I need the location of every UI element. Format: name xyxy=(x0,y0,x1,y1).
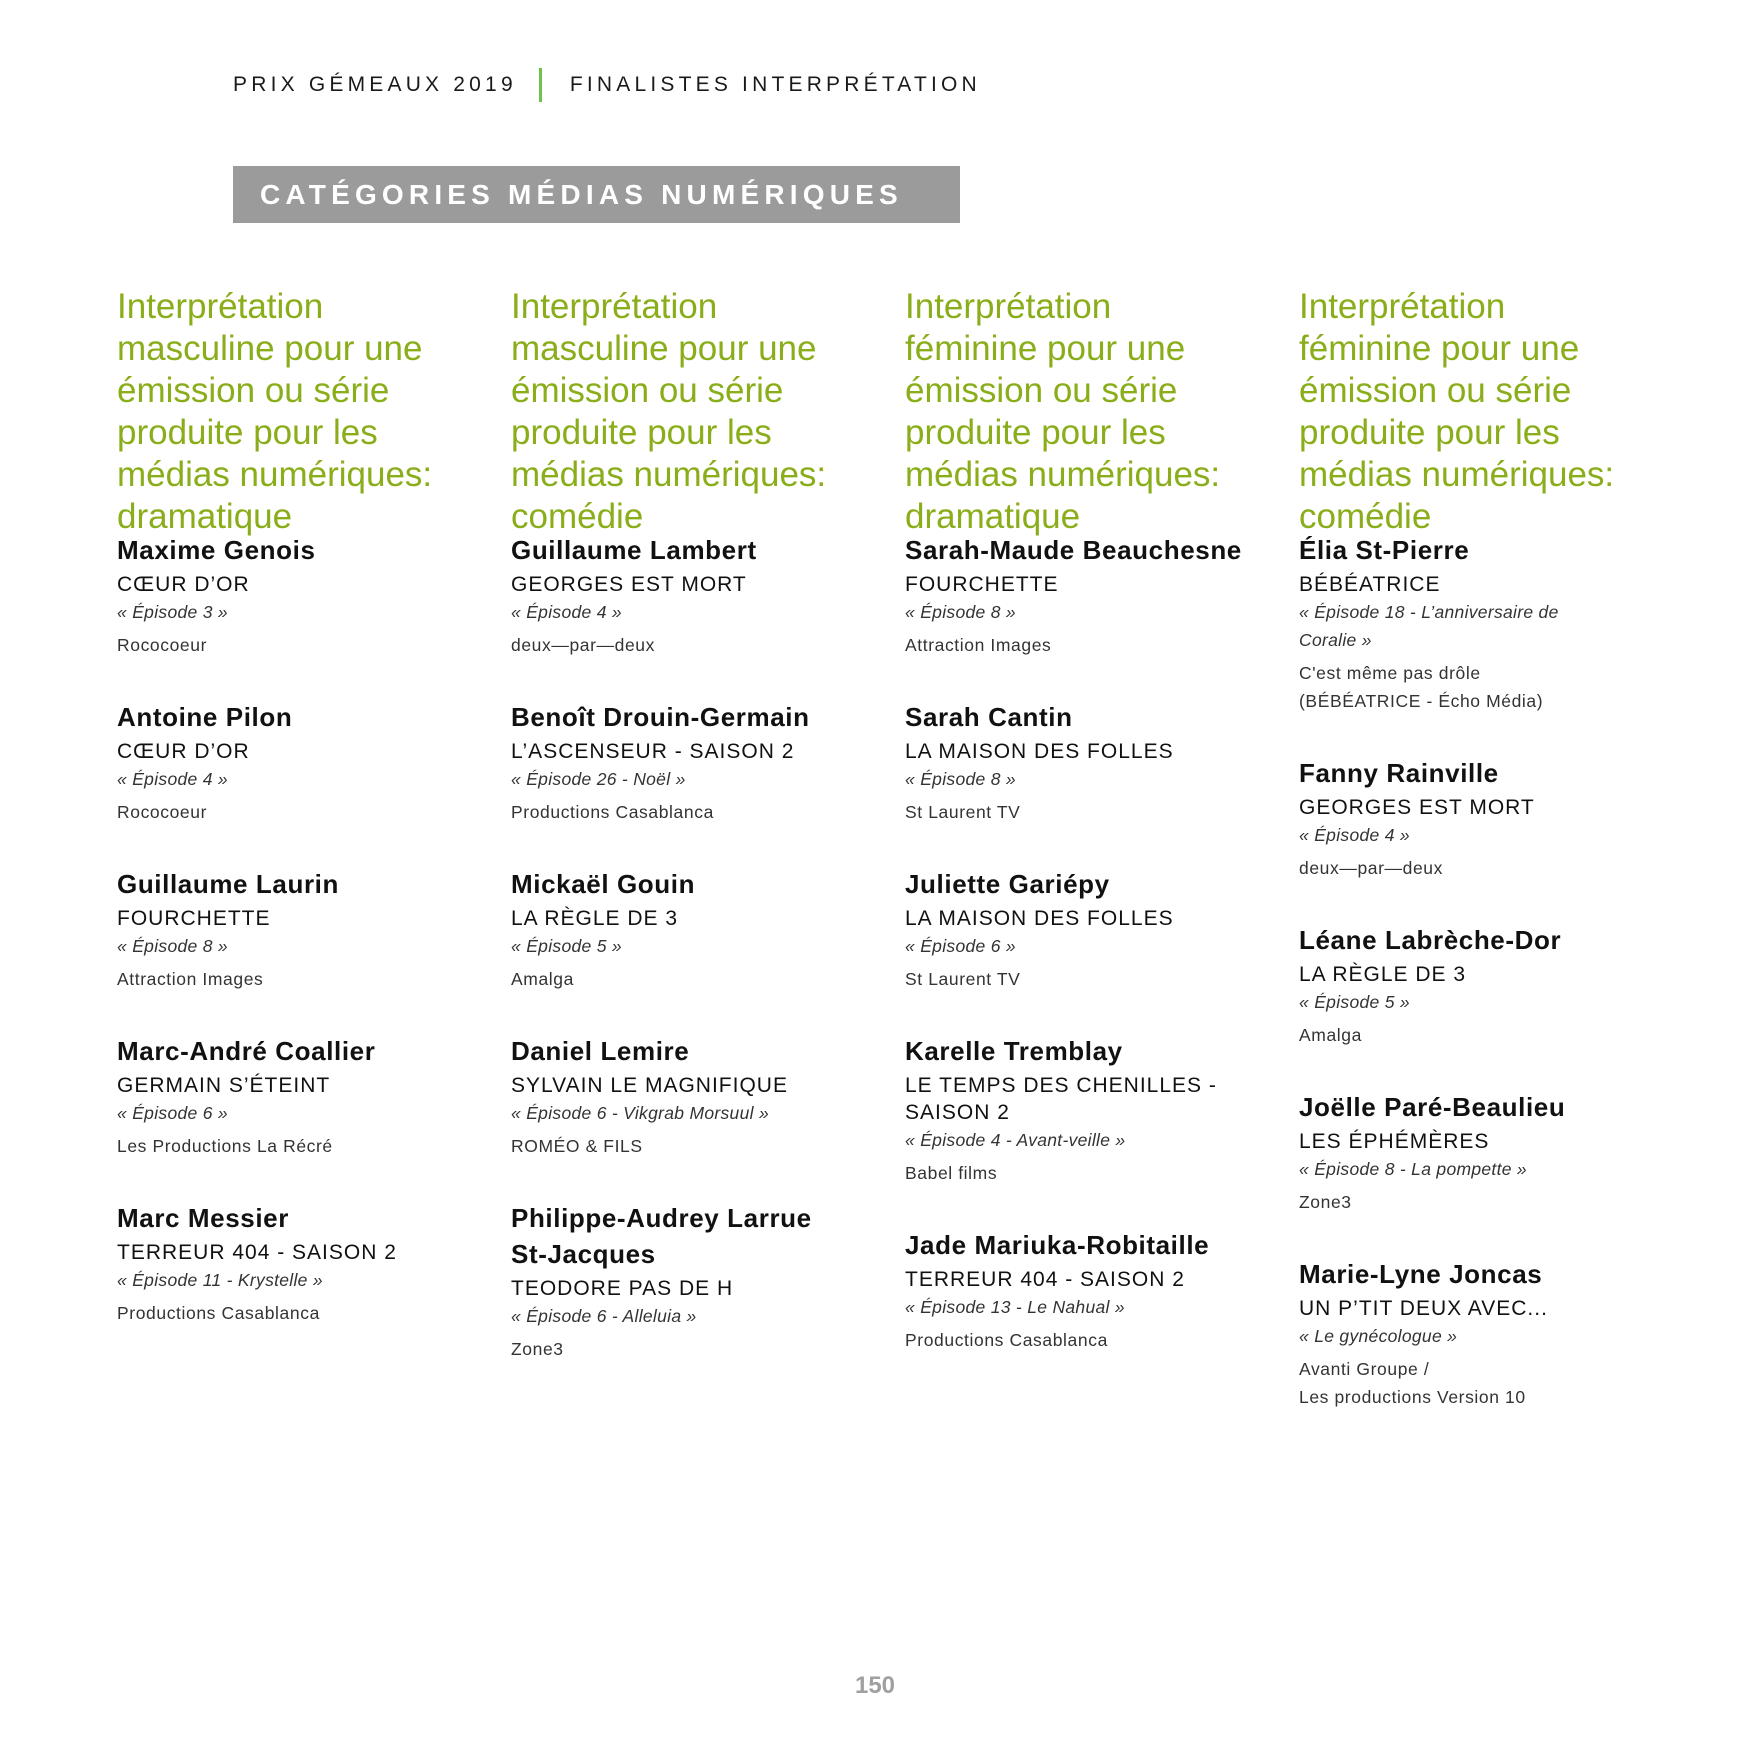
show-title: TEODORE PAS DE H xyxy=(511,1277,734,1300)
producer: Attraction Images xyxy=(117,969,264,989)
producer: St Laurent TV xyxy=(905,802,1021,822)
episode-title: « Épisode 6 - Vikgrab Morsuul » xyxy=(511,1103,769,1123)
nominee-entry xyxy=(905,866,1299,993)
section-banner xyxy=(233,166,960,223)
episode-title: « Épisode 3 » xyxy=(117,602,228,622)
episode-title: « Épisode 4 » xyxy=(511,602,622,622)
episode-title: « Épisode 6 - Alleluia » xyxy=(511,1306,697,1326)
nominee-entry xyxy=(511,532,905,659)
nominee-entry xyxy=(117,532,511,659)
show-title: LE TEMPS DES CHENILLES - SAISON 2 xyxy=(905,1074,1217,1124)
episode-title: « Épisode 6 » xyxy=(905,936,1016,956)
nominee-entry xyxy=(905,532,1299,659)
producer: Les Productions La Récré xyxy=(117,1136,333,1156)
category-title: Interprétation masculine pour une émission ou série produite pour les médias numériques: dramatique xyxy=(117,287,433,536)
show-title: LES ÉPHÉMÈRES xyxy=(1299,1130,1490,1153)
nominee-entry xyxy=(117,866,511,993)
page-number: 150 xyxy=(854,1672,896,1699)
header-section: FINALISTES INTERPRÉTATION xyxy=(569,73,981,96)
episode-title: « Épisode 26 - Noël » xyxy=(511,769,686,789)
nominee-name: Joëlle Paré-Beaulieu xyxy=(1299,1092,1566,1122)
category-column xyxy=(1299,286,1693,1451)
nominee-entry xyxy=(117,1033,511,1160)
nominee-name: Jade Mariuka-Robitaille xyxy=(905,1230,1210,1260)
episode-title: « Épisode 13 - Le Nahual » xyxy=(905,1297,1125,1317)
producer: Productions Casablanca xyxy=(511,802,714,822)
producer: deux—par—deux xyxy=(1299,858,1443,878)
category-title: Interprétation masculine pour une émission ou série produite pour les médias numériques: comédie xyxy=(511,287,827,536)
category-title: Interprétation féminine pour une émission ou série produite pour les médias numériques: comédie xyxy=(1299,287,1615,536)
producer: Attraction Images xyxy=(905,635,1052,655)
nominee-name: Fanny Rainville xyxy=(1299,758,1499,788)
episode-title: « Épisode 8 - La pompette » xyxy=(1299,1159,1527,1179)
nominee-entry xyxy=(905,1033,1299,1187)
category-column xyxy=(511,286,905,1451)
show-title: CŒUR D’OR xyxy=(117,573,250,596)
show-title: LA RÈGLE DE 3 xyxy=(511,907,679,930)
nominee-name: Léane Labrèche-Dor xyxy=(1299,925,1562,955)
nominee-entry xyxy=(1299,1256,1693,1411)
producer: Zone3 xyxy=(511,1339,564,1359)
nominee-name: Karelle Tremblay xyxy=(905,1036,1123,1066)
show-title: UN P’TIT DEUX AVEC... xyxy=(1299,1297,1548,1320)
episode-title: « Épisode 4 - Avant-veille » xyxy=(905,1130,1126,1150)
show-title: SYLVAIN LE MAGNIFIQUE xyxy=(511,1074,788,1097)
nominee-name: Marc-André Coallier xyxy=(117,1036,376,1066)
header-title: PRIX GÉMEAUX 2019 xyxy=(233,73,517,96)
show-title: LA MAISON DES FOLLES xyxy=(905,907,1174,930)
show-title: TERREUR 404 - SAISON 2 xyxy=(905,1268,1185,1291)
episode-title: « Épisode 11 - Krystelle » xyxy=(117,1270,323,1290)
nominee-name: Maxime Genois xyxy=(117,535,316,565)
show-title: GEORGES EST MORT xyxy=(511,573,747,596)
nominee-name: Sarah Cantin xyxy=(905,702,1073,732)
producer: Zone3 xyxy=(1299,1192,1352,1212)
producer: deux—par—deux xyxy=(511,635,655,655)
category-column xyxy=(905,286,1299,1451)
nominee-name: Guillaume Lambert xyxy=(511,535,757,565)
producer: Avanti Groupe / Les productions Version 10 xyxy=(1299,1359,1526,1407)
episode-title: « Épisode 18 - L’anniversaire de Coralie » xyxy=(1299,602,1559,650)
producer: Rococoeur xyxy=(117,635,208,655)
episode-title: « Épisode 8 » xyxy=(905,602,1016,622)
show-title: GEORGES EST MORT xyxy=(1299,796,1535,819)
episode-title: « Épisode 6 » xyxy=(117,1103,228,1123)
show-title: L’ASCENSEUR - SAISON 2 xyxy=(511,740,795,763)
episode-title: « Épisode 4 » xyxy=(117,769,228,789)
category-columns xyxy=(117,286,1677,1451)
nominee-list xyxy=(905,532,1299,1354)
nominee-name: Guillaume Laurin xyxy=(117,869,339,899)
nominee-entry xyxy=(117,699,511,826)
nominee-name: Marie-Lyne Joncas xyxy=(1299,1259,1543,1289)
nominee-name: Marc Messier xyxy=(117,1203,289,1233)
nominee-list xyxy=(1299,532,1693,1411)
show-title: TERREUR 404 - SAISON 2 xyxy=(117,1241,397,1264)
header-divider xyxy=(539,68,542,102)
nominee-entry xyxy=(511,866,905,993)
producer: Babel films xyxy=(905,1163,998,1183)
nominee-entry xyxy=(511,1033,905,1160)
show-title: FOURCHETTE xyxy=(905,573,1059,596)
nominee-entry xyxy=(905,1227,1299,1354)
nominee-entry xyxy=(905,699,1299,826)
show-title: LA RÈGLE DE 3 xyxy=(1299,963,1467,986)
producer: Amalga xyxy=(1299,1025,1362,1045)
episode-title: « Épisode 8 » xyxy=(905,769,1016,789)
nominee-entry xyxy=(1299,1089,1693,1216)
nominee-entry xyxy=(1299,922,1693,1049)
running-header xyxy=(233,68,981,102)
producer: Productions Casablanca xyxy=(117,1303,320,1323)
nominee-name: Philippe-Audrey Larrue St-Jacques xyxy=(511,1203,812,1269)
nominee-name: Benoît Drouin-Germain xyxy=(511,702,810,732)
producer: Amalga xyxy=(511,969,574,989)
producer: St Laurent TV xyxy=(905,969,1021,989)
episode-title: « Épisode 5 » xyxy=(511,936,622,956)
nominee-entry xyxy=(511,699,905,826)
section-banner-label: CATÉGORIES MÉDIAS NUMÉRIQUES xyxy=(260,178,903,210)
producer: C'est même pas drôle (BÉBÉATRICE - Écho Média) xyxy=(1299,663,1544,711)
episode-title: « Épisode 4 » xyxy=(1299,825,1410,845)
nominee-entry xyxy=(117,1200,511,1327)
nominee-entry xyxy=(511,1200,905,1363)
show-title: CŒUR D’OR xyxy=(117,740,250,763)
show-title: BÉBÉATRICE xyxy=(1299,573,1441,596)
nominee-name: Mickaël Gouin xyxy=(511,869,696,899)
nominee-name: Sarah-Maude Beauchesne xyxy=(905,535,1242,565)
nominee-name: Élia St-Pierre xyxy=(1299,535,1470,565)
producer: Rococoeur xyxy=(117,802,208,822)
show-title: FOURCHETTE xyxy=(117,907,271,930)
show-title: GERMAIN S’ÉTEINT xyxy=(117,1074,331,1097)
episode-title: « Le gynécologue » xyxy=(1299,1326,1458,1346)
nominee-name: Daniel Lemire xyxy=(511,1036,690,1066)
nominee-list xyxy=(117,532,511,1327)
nominee-list xyxy=(511,532,905,1363)
episode-title: « Épisode 5 » xyxy=(1299,992,1410,1012)
category-title: Interprétation féminine pour une émission ou série produite pour les médias numériques: dramatique xyxy=(905,287,1221,536)
nominee-entry xyxy=(1299,755,1693,882)
producer: ROMÉO & FILS xyxy=(511,1136,643,1156)
nominee-entry xyxy=(1299,532,1693,715)
producer: Productions Casablanca xyxy=(905,1330,1108,1350)
show-title: LA MAISON DES FOLLES xyxy=(905,740,1174,763)
episode-title: « Épisode 8 » xyxy=(117,936,228,956)
category-column xyxy=(117,286,511,1451)
nominee-name: Antoine Pilon xyxy=(117,702,293,732)
nominee-name: Juliette Gariépy xyxy=(905,869,1110,899)
